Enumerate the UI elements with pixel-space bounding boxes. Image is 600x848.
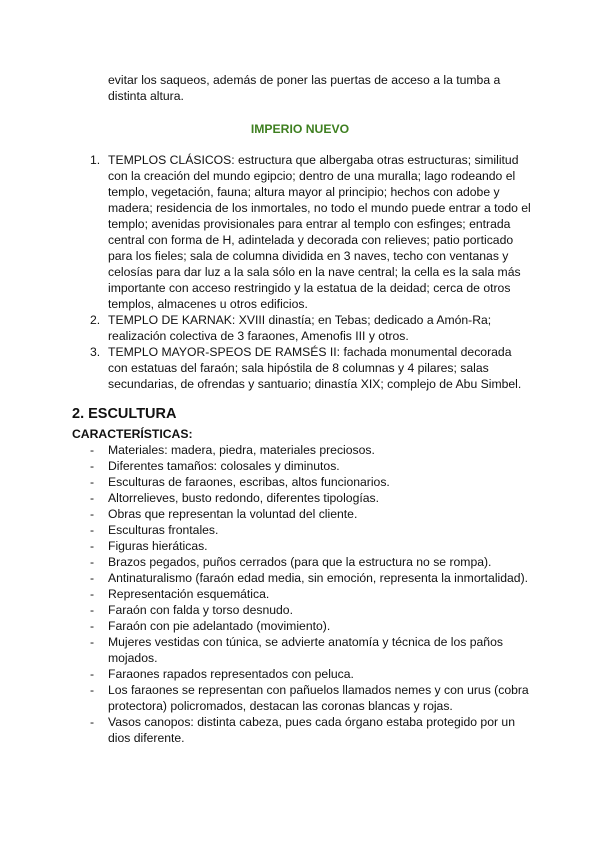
bullet-marker: -	[90, 523, 95, 537]
bullet-marker: -	[90, 635, 95, 649]
bullet-text: Faraones rapados representados con peluca.	[108, 667, 354, 681]
bullet-text: Obras que representan la voluntad del cliente.	[108, 507, 358, 521]
item-text: TEMPLO DE KARNAK: XVIII dinastía; en Tebas; dedicado a Amón-Ra; realización colectiva de 3 faraones, Amenofis III y otros.	[108, 313, 492, 343]
numbered-item	[72, 152, 532, 312]
bullet-text: Vasos canopos: distinta cabeza, pues cada órgano estaba protegido por un dios diferente.	[108, 715, 515, 745]
bullet-text: Figuras hieráticas.	[108, 539, 208, 553]
bullet-item	[72, 602, 532, 618]
bullet-item	[72, 586, 532, 602]
bullet-text: Diferentes tamaños: colosales y diminutos.	[108, 459, 340, 473]
heading-escultura: 2. ESCULTURA	[72, 406, 177, 422]
item-text: TEMPLO MAYOR-SPEOS DE RAMSÉS II: fachada monumental decorada con estatuas del faraón; sala hipóstila de 8 columnas y 4 pilares; salas secundarias, de ofrendas y santuario; dinastía XIX; complejo de Abu Simbel.	[108, 345, 522, 391]
bullet-text: Los faraones se representan con pañuelos llamados nemes y con urus (cobra protectora) policromados, destacan las coronas blancas y rojas.	[108, 683, 529, 713]
bullet-marker: -	[90, 587, 95, 601]
bullet-item	[72, 714, 532, 746]
numbered-item	[72, 344, 532, 392]
bullet-text: Materiales: madera, piedra, materiales preciosos.	[108, 443, 375, 457]
bullet-marker: -	[90, 667, 95, 681]
item-number: 1.	[90, 153, 101, 167]
numbered-item	[72, 312, 532, 344]
bullet-text: Altorrelieves, busto redondo, diferentes tipologías.	[108, 491, 379, 505]
bullet-marker: -	[90, 603, 95, 617]
bullet-item	[72, 682, 532, 714]
bullet-item	[72, 458, 532, 474]
bullet-text: Faraón con falda y torso desnudo.	[108, 603, 293, 617]
bullet-item	[72, 506, 532, 522]
bullet-item	[72, 570, 532, 586]
bullet-marker: -	[90, 715, 95, 729]
bullet-marker: -	[90, 507, 95, 521]
bullet-item	[72, 554, 532, 570]
heading-caracteristicas: CARACTERÍSTICAS:	[72, 427, 193, 441]
numbered-list	[72, 152, 532, 392]
bullet-item	[72, 538, 532, 554]
bullet-marker: -	[90, 539, 95, 553]
section-title: IMPERIO NUEVO	[250, 122, 350, 136]
bullet-item	[72, 442, 532, 458]
bullet-text: Faraón con pie adelantado (movimiento).	[108, 619, 331, 633]
bullet-marker: -	[90, 619, 95, 633]
bullet-item	[72, 474, 532, 490]
bullet-marker: -	[90, 683, 95, 697]
bullet-item	[72, 618, 532, 634]
bullet-item	[72, 522, 532, 538]
bullet-marker: -	[90, 443, 95, 457]
item-text: TEMPLOS CLÁSICOS: estructura que albergaba otras estructuras; similitud con la creación del mundo egipcio; dentro de una muralla; lago rodeando el templo, vegetación, fauna; altura mayor al principio; hechos con adobe y madera; residencia de los inmortales, no todo el mundo puede entrar a todo el templo; avenidas provisionales para entrar al templo con esfinges; entrada central con forma de H, adintelada y decorada con relieves; patio porticado para los fieles; sala de columna dividida en 3 naves, techo con ventanas y celosías para dar luz a la sala sólo en la nave central; la cella es la sala más importante con acceso restringido y la estatua de la deidad; cerca de otros templos, almacenes u otros edificios.	[108, 153, 531, 311]
bullet-marker: -	[90, 459, 95, 473]
bullet-text: Esculturas de faraones, escribas, altos funcionarios.	[108, 475, 390, 489]
bullet-text: Mujeres vestidas con túnica, se advierte anatomía y técnica de los paños mojados.	[108, 635, 503, 665]
bullet-list	[72, 442, 532, 746]
bullet-marker: -	[90, 491, 95, 505]
bullet-item	[72, 490, 532, 506]
bullet-marker: -	[90, 475, 95, 489]
bullet-item	[72, 666, 532, 682]
item-number: 2.	[90, 313, 101, 327]
bullet-item	[72, 634, 532, 666]
bullet-text: Representación esquemática.	[108, 587, 270, 601]
bullet-text: Antinaturalismo (faraón edad media, sin emoción, representa la inmortalidad).	[108, 571, 529, 585]
bullet-marker: -	[90, 571, 95, 585]
bullet-marker: -	[90, 555, 95, 569]
bullet-text: Brazos pegados, puños cerrados (para que la estructura no se rompa).	[108, 555, 492, 569]
continuation-paragraph: evitar los saqueos, además de poner las puertas de acceso a la tumba a distinta altura.	[108, 73, 501, 103]
item-number: 3.	[90, 345, 101, 359]
bullet-text: Esculturas frontales.	[108, 523, 219, 537]
